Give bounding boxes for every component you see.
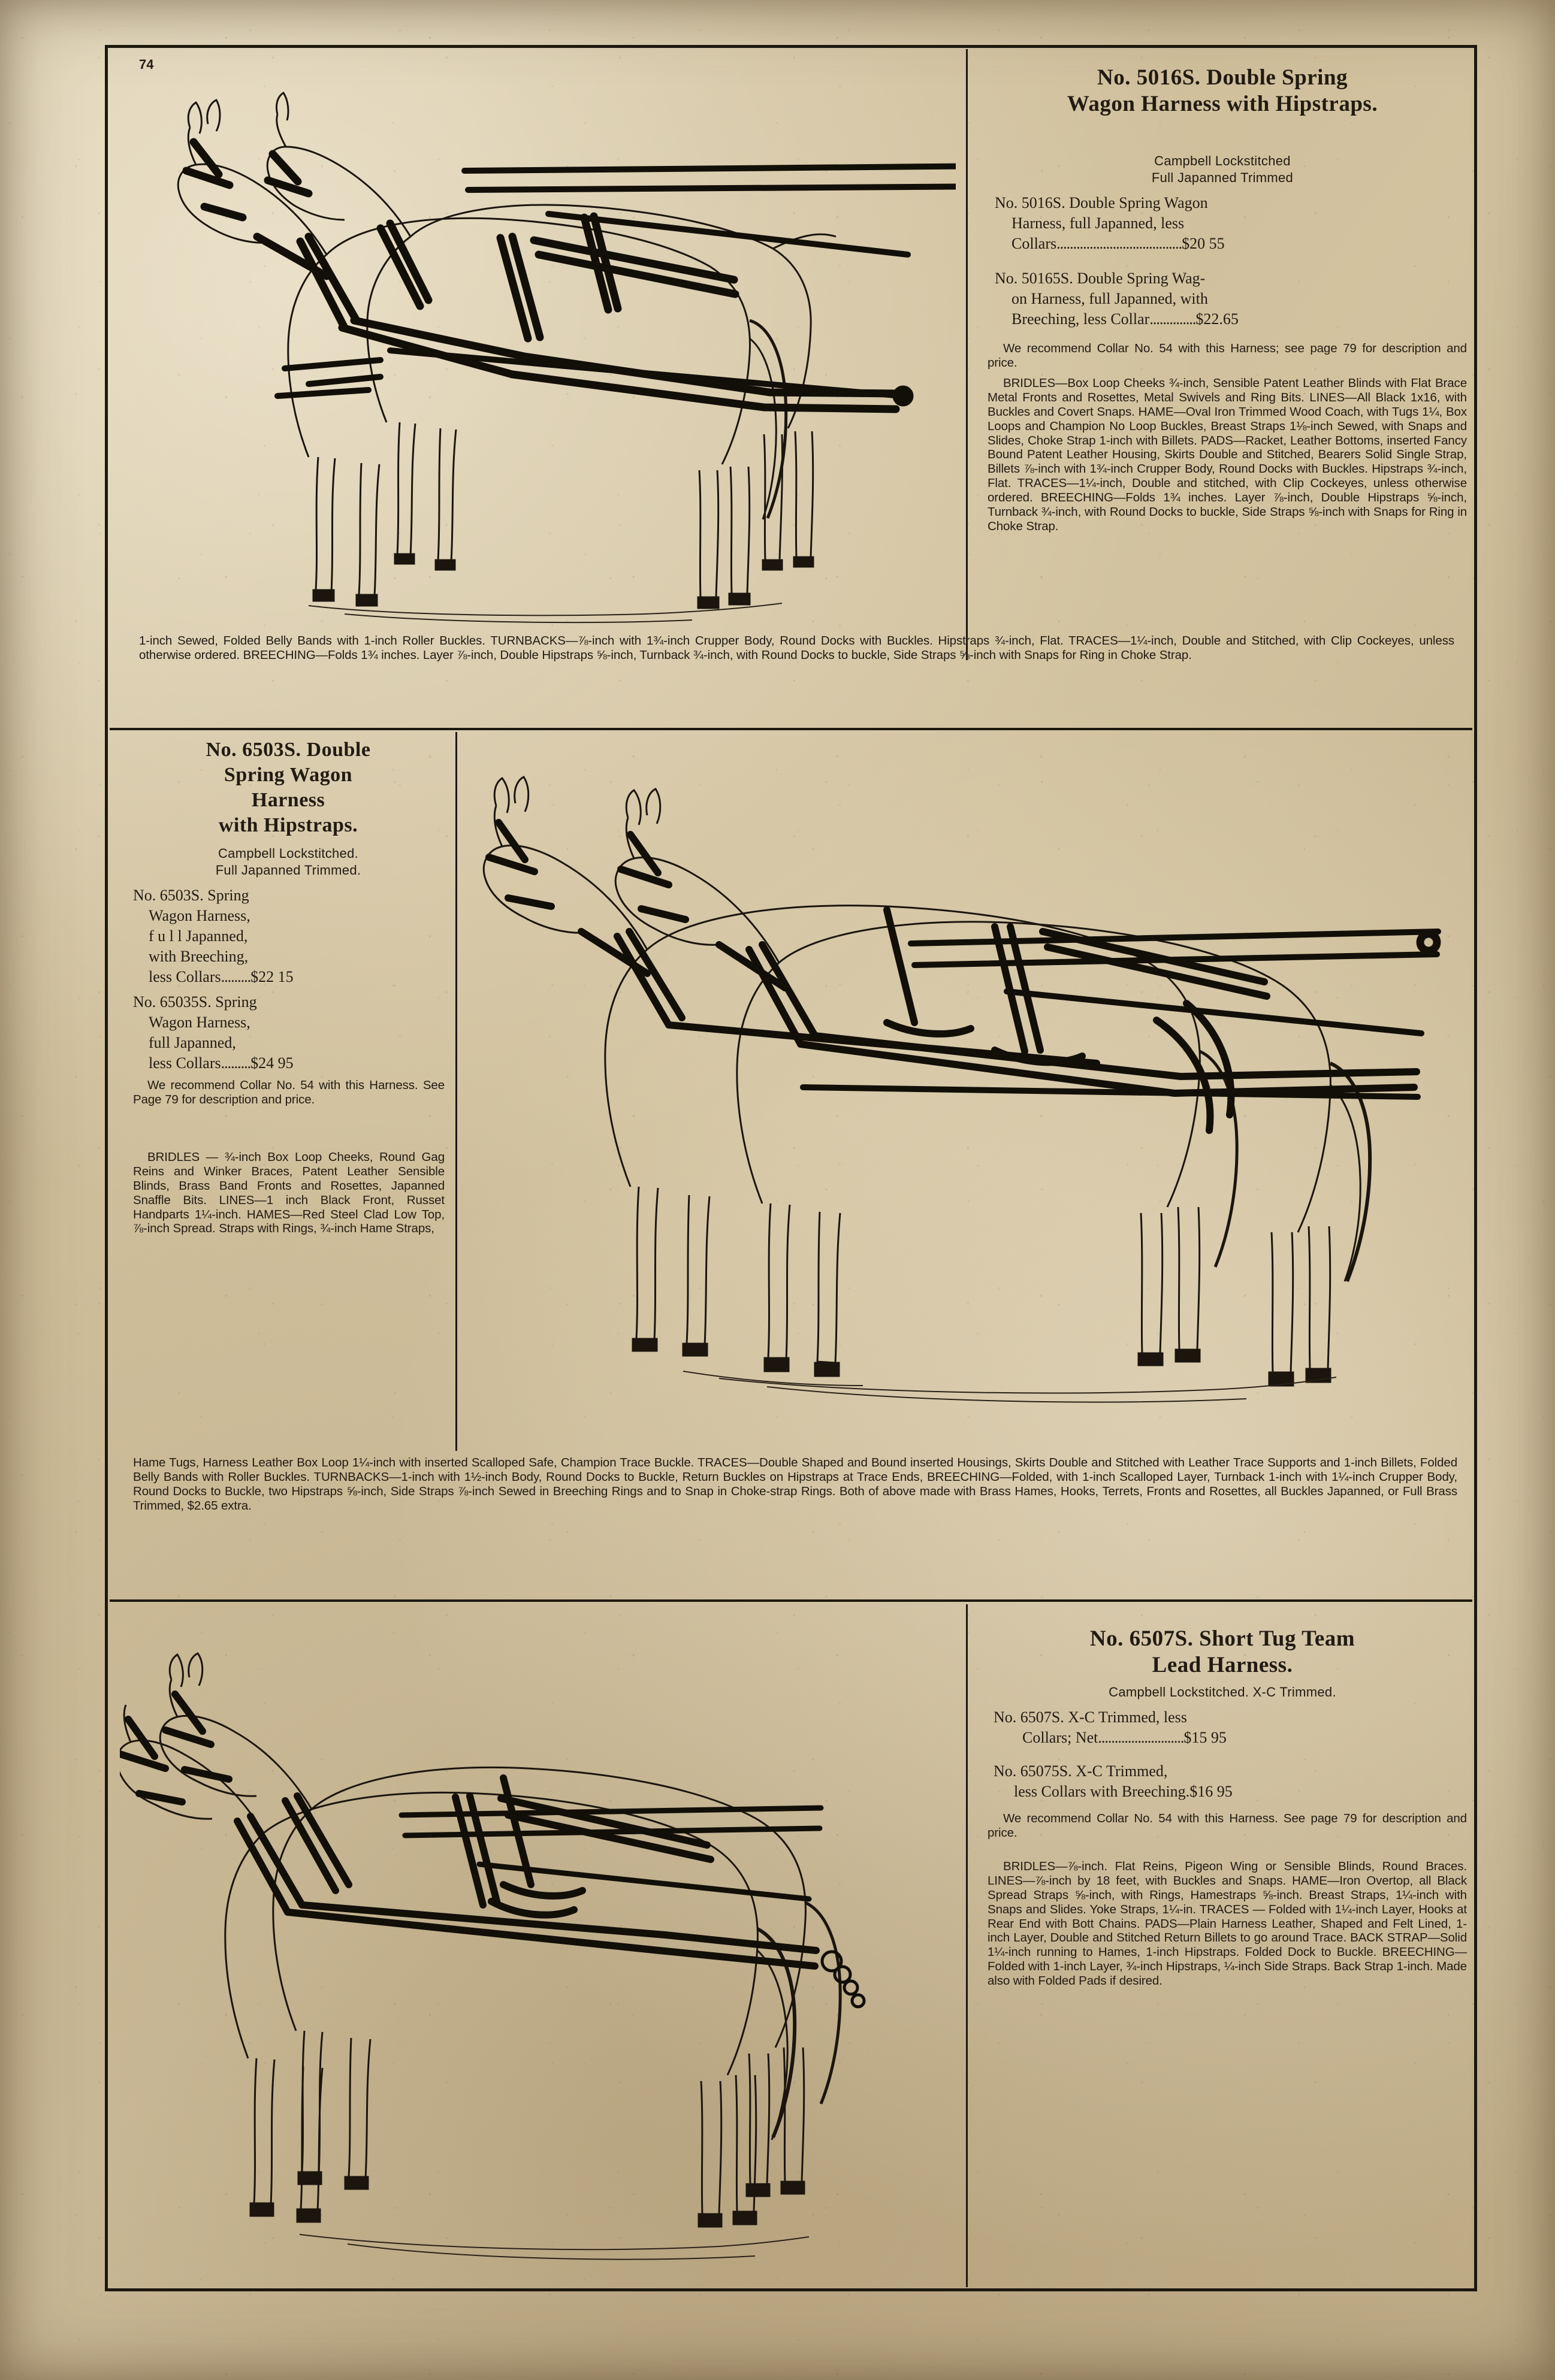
section1-price1-label: Collars bbox=[1011, 235, 1057, 252]
section2-price2-line2: Wagon Harness, bbox=[149, 1014, 250, 1031]
section2-price2-line1: No. 65035S. Spring bbox=[133, 993, 257, 1011]
section2-price2-line3: full Japanned, bbox=[149, 1034, 236, 1051]
section1-title-line2: Wagon Harness with Hipstraps. bbox=[1067, 92, 1378, 116]
section2-title-line3: Harness bbox=[251, 789, 325, 811]
section2-recommend-text: We recommend Collar No. 54 with this Harness. See Page 79 for description and price. bbox=[133, 1078, 445, 1106]
section1-price1-line2: Harness, full Japanned, less bbox=[1011, 214, 1185, 232]
page-number: 74 bbox=[139, 57, 154, 72]
column-rule-3 bbox=[966, 1604, 968, 2287]
section1-price1-value: $20 55 bbox=[1182, 235, 1225, 252]
section-divider-1 bbox=[110, 728, 1472, 730]
section2-price1-value: $22 15 bbox=[250, 968, 294, 985]
section3-price1-dots: .......................... bbox=[1098, 1729, 1184, 1746]
section2-price2-line4row bbox=[149, 1053, 448, 1073]
section3-price2-value: $16 95 bbox=[1189, 1783, 1233, 1800]
section-divider-2 bbox=[110, 1599, 1472, 1602]
section3-price1-line2row bbox=[1022, 1728, 1467, 1748]
section2-price1-line5row bbox=[149, 967, 448, 987]
section1-footer-text: 1-inch Sewed, Folded Belly Bands with 1-inch Roller Buckles. TURNBACKS—⅞-inch with 1¾-inch Crupper Body, Round Docks with Buckles. Hipstraps ¾-inch, Flat. TRACES—1¼-inch, Double and Stitched, with Clip Cockeyes, unless otherwise ordered. BREECHING—Folds 1¾ inches. Layer ⅞-inch, Double Hipstraps ⅝-inch, Turnback ¾-inch, with Round Docks to buckle, Side Straps ⅝-inch with Snaps for Ring in Choke Strap. bbox=[139, 634, 1454, 662]
section2-footer-text: Hame Tugs, Harness Leather Box Loop 1¼-inch with inserted Scalloped Safe, Champion Trace Buckle. TRACES—Double Shaped and Bound inserted Housings, Skirts Double and Stitched with Leather Trace Supports and 1-inch Billets, Folded Belly Bands with Roller Buckles. TURNBACKS—1-inch with 1½-inch Body, Round Docks to Buckle, Return Buckles on Hipstraps at Trace Ends, BREECHING—Folded, with 1-inch Scalloped Layer, Turnback 1-inch with 1¼-inch Crupper Body, Round Docks to Buckle, two Hipstraps ⅝-inch, Side Straps ⅞-inch Sewed in Breeching Rings and to Snap in Choke-strap Rings. Both of above made with Brass Hames, Hooks, Terrets, Fronts and Rosettes, all Buckles Japanned, or Full Brass Trimmed, $2.65 extra. bbox=[133, 1456, 1457, 1513]
section2-price2-label: less Collars bbox=[149, 1054, 221, 1072]
section2-price1-line4: with Breeching, bbox=[149, 948, 249, 965]
column-rule-1 bbox=[966, 49, 968, 660]
section1-price1-line1: No. 5016S. Double Spring Wagon bbox=[995, 194, 1208, 211]
section3-price2-line2row bbox=[1014, 1782, 1467, 1802]
illustration-short-tug-team-lead-harness bbox=[120, 1617, 959, 2276]
section2-price1-label: less Collars bbox=[149, 968, 221, 985]
section1-title-line1: No. 5016S. Double Spring bbox=[1097, 65, 1348, 90]
section2-price1-line3: f u l l Japanned, bbox=[149, 927, 248, 945]
section1-subtitle-line2: Full Japanned Trimmed bbox=[1151, 170, 1294, 185]
section2-title-line4: with Hipstraps. bbox=[218, 814, 358, 836]
section1-price2-line2: on Harness, full Japanned, with bbox=[1011, 290, 1208, 307]
section3-title-line1: No. 6507S. Short Tug Team bbox=[1089, 1626, 1355, 1651]
section2-price1-dots: ......... bbox=[221, 968, 251, 985]
column-rule-2 bbox=[455, 732, 457, 1451]
section3-recommend-text: We recommend Collar No. 54 with this Harness. See page 79 for description and price. bbox=[988, 1812, 1467, 1840]
section2-price1-line1: No. 6503S. Spring bbox=[133, 887, 249, 904]
section1-price2-value: $22.65 bbox=[1195, 310, 1239, 328]
section3-price2-line1: No. 65075S. X-C Trimmed, bbox=[994, 1762, 1168, 1780]
section3-spec-text: BRIDLES—⅞-inch. Flat Reins, Pigeon Wing or Sensible Blinds, Round Braces. LINES—⅞-inch by 18 feet, with Buckles and Snaps. HAME—Iron Overtop, all Black Spread Straps ⅝-inch, with Rings, Hamestraps ⅝-inch. Breast Straps, 1¼-inch with Snaps and Slides. Yoke Straps, 1¼-in. TRACES — Folded with 1¼-inch Layer, Hooks at Rear End with Bott Chains. PADS—Plain Harness Leather, Shaped and Felt Lined, 1-inch Layer, Double and Stitched Return Billets to go around Trace. BACK STRAP—Solid 1¼-inch running to Hames, 1-inch Hipstraps. Folded Dock to Buckle. BREECHING—Folded with 1-inch Layer, ¾-inch Hipstraps, ¼-inch Side Straps. Back Strap 1-inch. Made also with Folded Pads if desired. bbox=[988, 1859, 1467, 1988]
section2-subtitle-line1: Campbell Lockstitched. bbox=[218, 846, 359, 861]
section1-price2-line1: No. 50165S. Double Spring Wag- bbox=[995, 270, 1206, 287]
section1-subtitle-line1: Campbell Lockstitched bbox=[1154, 153, 1291, 168]
section2-price2-value: $24 95 bbox=[250, 1054, 294, 1072]
section1-price2-line3row bbox=[1011, 309, 1468, 329]
section3-price1-value: $15 95 bbox=[1183, 1729, 1227, 1746]
section2-title-line1: No. 6503S. Double bbox=[206, 739, 371, 761]
section3-price2-label: less Collars with Breeching. bbox=[1014, 1783, 1190, 1800]
section1-price1-dots: ...................................... bbox=[1056, 235, 1182, 252]
section2-price1-line2: Wagon Harness, bbox=[149, 907, 250, 924]
section2-subtitle-line2: Full Japanned Trimmed. bbox=[215, 863, 361, 878]
section2-title-line2: Spring Wagon bbox=[224, 764, 353, 786]
section1-recommend-text: We recommend Collar No. 54 with this Harness; see page 79 for description and price. bbox=[988, 341, 1467, 370]
section1-spec-text: BRIDLES—Box Loop Cheeks ¾-inch, Sensible Patent Leather Blinds with Flat Brace Metal Fronts and Rosettes, Metal Swivels and Ring Bits. LINES—All Black 1x16, with Buckles and Covert Snaps. HAME—Oval Iron Trimmed Wood Coach, with Tugs 1¼, Box Loops and Champion No Loop Buckles, Breast Straps 1⅛-inch Sewed, with Snaps and Slides, Choke Strap 1-inch with Billets. PADS—Racket, Leather Bottoms, inserted Fancy Bound Patent Leather Housing, Skirts Double and Stitched, Bearers Solid Single Strap, Billets ⅞-inch with 1¾-inch Crupper Body, Round Docks with Buckles. Hipstraps ¾-inch, Flat. TRACES—1¼-inch, Double and stitched, with Clip Cockeyes, unless otherwise ordered. BREECHING—Folds 1¾ inches. Layer ⅞-inch, Double Hipstraps ⅝-inch, Turnback ¾-inch, with Round Docks to buckle, Side Straps ⅝-inch with Snaps for Ring in Choke Strap. bbox=[988, 376, 1467, 533]
section3-subtitle-line1: Campbell Lockstitched. X-C Trimmed. bbox=[1109, 1685, 1336, 1699]
section2-price2-dots: ......... bbox=[221, 1054, 251, 1072]
section2-spec-text: BRIDLES — ¾-inch Box Loop Cheeks, Round Gag Reins and Winker Braces, Patent Leather Sensible Blinds, Brass Band Fronts and Rosettes, Japanned Snaffle Bits. LINES—1 inch Black Front, Russet Handparts 1¼-inch. HAMES—Red Steel Clad Low Top, ⅞-inch Spread. Straps with Rings, ¾-inch Hame Straps, bbox=[133, 1150, 445, 1236]
illustration-spring-wagon-harness-breeching bbox=[467, 752, 1462, 1447]
section3-title-line2: Lead Harness. bbox=[1152, 1653, 1293, 1677]
section1-price1-line3row bbox=[1011, 234, 1467, 254]
section1-price2-dots: .............. bbox=[1149, 310, 1196, 328]
section3-price1-line1: No. 6507S. X-C Trimmed, less bbox=[994, 1708, 1187, 1726]
illustration-double-spring-wagon-harness bbox=[129, 57, 956, 632]
section3-price1-label: Collars; Net bbox=[1022, 1729, 1098, 1746]
section1-price2-label: Breeching, less Collar bbox=[1011, 310, 1150, 328]
